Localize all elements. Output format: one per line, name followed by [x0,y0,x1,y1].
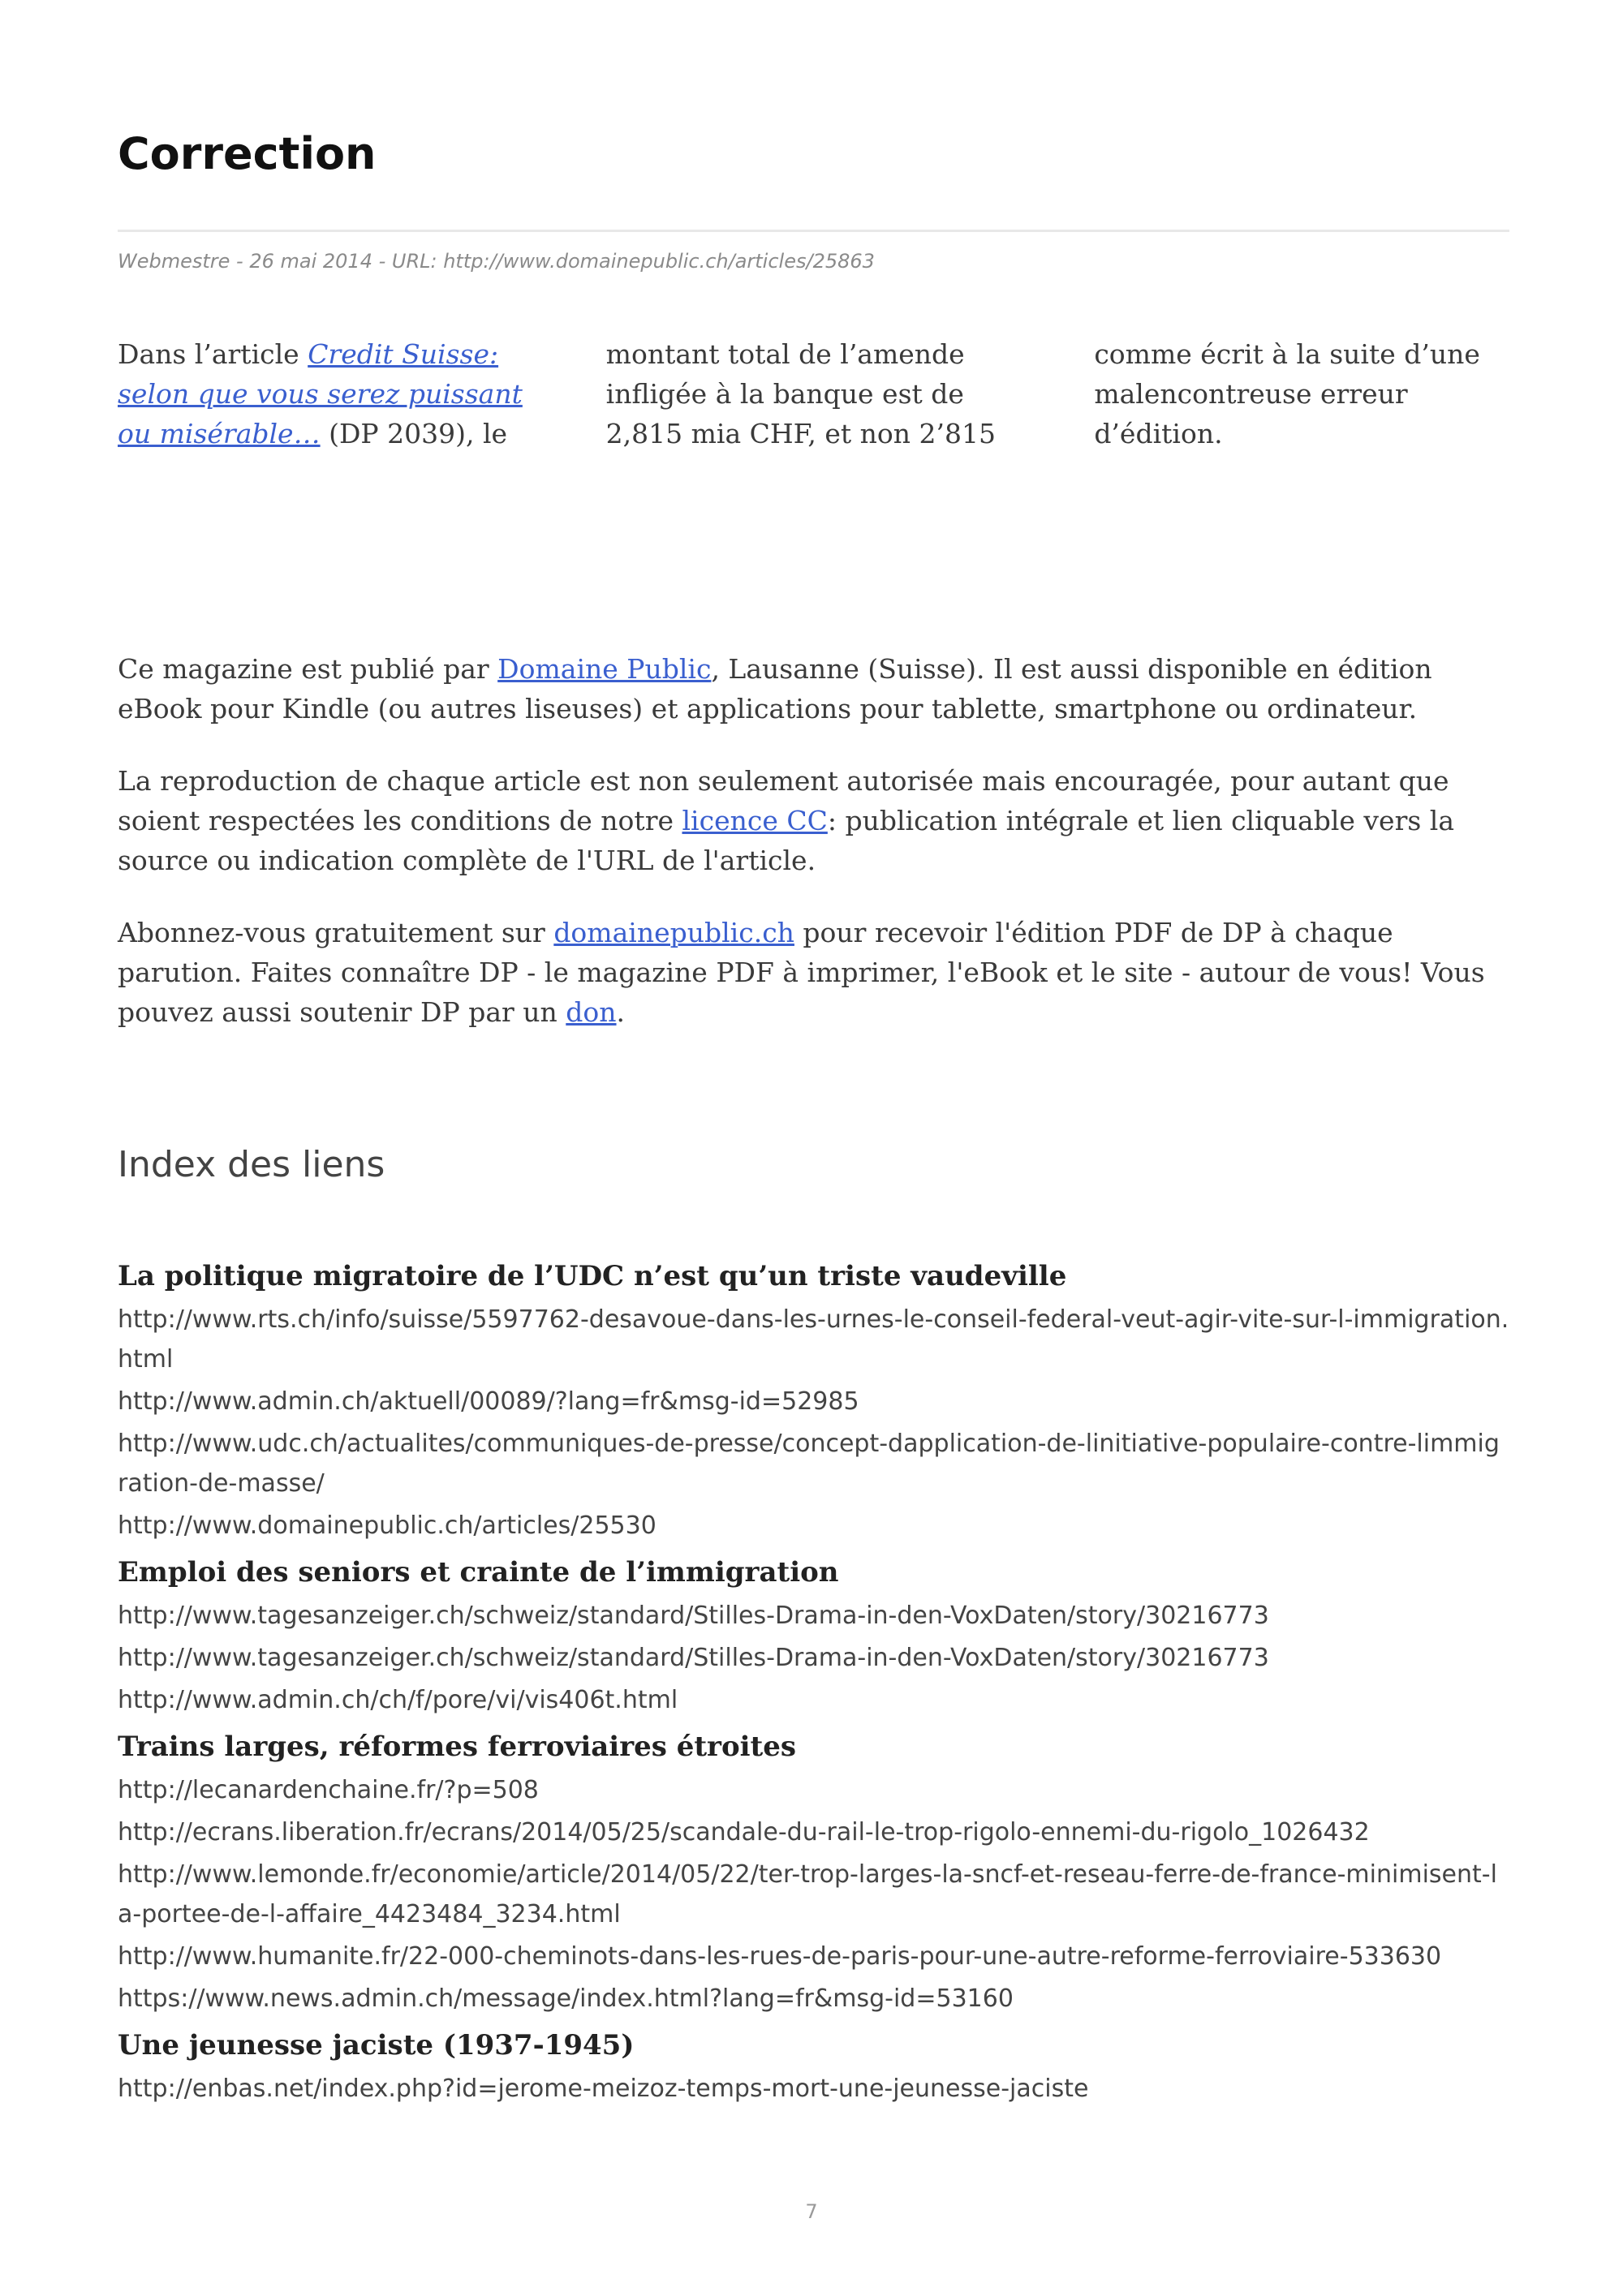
index-url[interactable]: http://ecrans.liberation.fr/ecrans/2014/05/25/scandale-du-rail-le-trop-rigolo-ennemi-du-rigolo_1026432 [118,1818,1370,1847]
link-group [118,1256,1509,1546]
link-group-title: Une jeunesse jaciste (1937-1945) [118,2029,635,2062]
title-divider [118,230,1509,232]
article-text-suffix: (DP 2039), le montant total de l’amende infligée à la banque est de 2,815 mia CHF, et non 2’815 comme écrit à la suite d’une malencontreuse erreur d’édition. [320,338,1480,449]
index-url[interactable]: http://www.tagesanzeiger.ch/schweiz/standard/Stilles-Drama-in-den-VoxDaten/story/30216773 [118,1602,1269,1630]
subscribe-text: Abonnez-vous gratuitement sur [118,917,554,948]
index-url[interactable]: http://www.domainepublic.ch/articles/25530 [118,1511,657,1540]
publisher-notice [118,649,1509,1064]
index-url[interactable]: http://lecanardenchaine.fr/?p=508 [118,1776,539,1804]
license-paragraph [118,761,1509,880]
license-text: La reproduction de chaque article est non seulement autorisée mais encouragée, pour autant que soient respectées les conditions de notre [118,765,1449,836]
article-body [118,334,1509,454]
link-group-title: Trains larges, réformes ferroviaires étroites [118,1731,797,1763]
licence-cc-link[interactable]: licence CC [682,805,828,836]
link-group-title: Emploi des seniors et crainte de l’immigration [118,1556,839,1589]
index-url[interactable]: http://www.humanite.fr/22-000-cheminots-dans-les-rues-de-paris-pour-une-autre-reforme-ferroviaire-533630 [118,1942,1442,1971]
link-group-title: La politique migratoire de l’UDC n’est qu’un triste vaudeville [118,1260,1067,1292]
index-url[interactable]: http://www.tagesanzeiger.ch/schweiz/standard/Stilles-Drama-in-den-VoxDaten/story/30216773 [118,1644,1269,1672]
link-index-heading: Index des liens [118,1144,385,1185]
article-title: Correction [118,128,377,179]
index-url[interactable]: http://www.admin.ch/ch/f/pore/vi/vis406t.html [118,1686,678,1714]
domainepublic-site-link[interactable]: domainepublic.ch [553,917,794,948]
index-url[interactable]: http://www.admin.ch/aktuell/00089/?lang=fr&msg-id=52985 [118,1387,859,1416]
page-number: 7 [805,2200,818,2223]
publisher-text-end: , Lausanne (Suisse). Il est aussi disponible en édition eBook pour Kindle (ou autres liseuses) et applications pour tablette, smartphone ou ordinateur. [118,653,1432,724]
link-group [118,2025,1509,2109]
license-text-end: : publication intégrale et lien cliquable vers la source ou indication complète de l'URL de l'article. [118,805,1455,876]
link-index [118,1256,1509,2115]
link-group [118,1726,1509,2019]
index-url[interactable]: http://www.udc.ch/actualites/communiques-de-presse/concept-dapplication-de-linitiative-populaire-contre-limmigration-de-masse/ [118,1430,1500,1498]
index-url[interactable]: http://www.rts.ch/info/suisse/5597762-desavoue-dans-les-urnes-le-conseil-federal-veut-agir-vite-sur-l-immigration.html [118,1305,1509,1374]
domaine-public-link[interactable]: Domaine Public [497,653,712,685]
article-meta: Webmestre - 26 mai 2014 - URL: http://www.domainepublic.ch/articles/25863 [118,250,875,273]
publisher-text: Ce magazine est publié par [118,653,498,685]
index-url[interactable]: https://www.news.admin.ch/message/index.html?lang=fr&msg-id=53160 [118,1984,1014,2013]
subscribe-text-end: . [616,996,626,1028]
index-url[interactable]: http://enbas.net/index.php?id=jerome-meizoz-temps-mort-une-jeunesse-jaciste [118,2075,1089,2103]
index-url[interactable]: http://www.lemonde.fr/economie/article/2014/05/22/ter-trop-larges-la-sncf-et-reseau-ferre-de-france-minimisent-la-portee-de-l-affaire_4423484_3234.html [118,1860,1497,1928]
subscribe-text-middle: pour recevoir l'édition PDF de DP à chaque parution. Faites connaître DP - le magazine PDF à imprimer, l'eBook et le site - autour de vous! Vous pouvez aussi soutenir DP par un [118,917,1485,1028]
article-text-prefix: Dans l’article [118,338,308,370]
article-paragraph [118,334,1509,454]
donation-link[interactable]: don [566,996,617,1028]
link-group [118,1552,1509,1720]
credit-suisse-article-link[interactable]: Credit Suisse: selon que vous serez puissant ou misérable… [118,338,523,449]
subscribe-paragraph [118,913,1509,1032]
publisher-paragraph [118,649,1509,729]
